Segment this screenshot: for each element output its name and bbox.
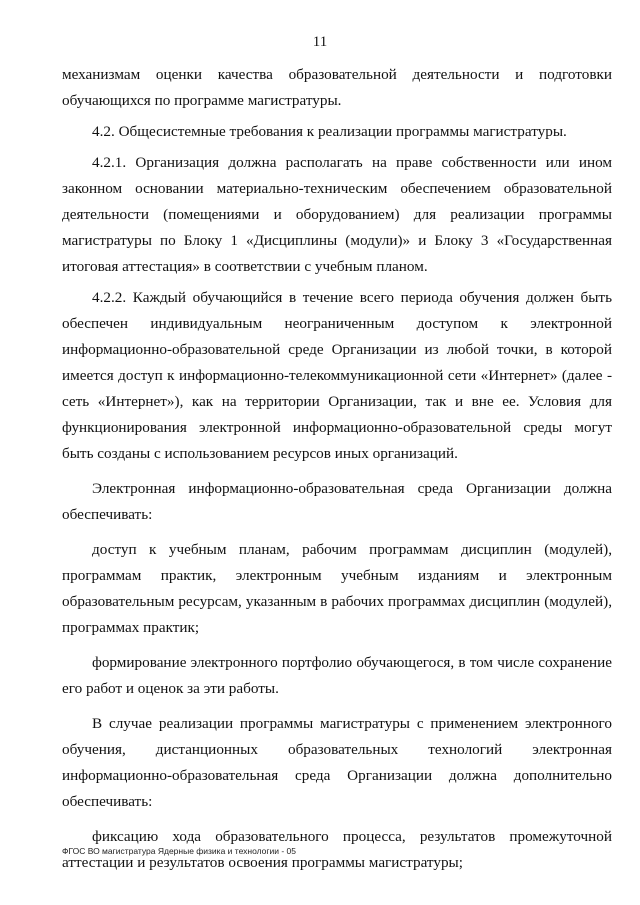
- paragraph-4-2-2: 4.2.2. Каждый обучающийся в течение всего периода обучения должен быть обеспечен индивидуальным неограниченным доступом к электронной информационно-образовательной среде Организации из любой точки, в которой имеется доступ к информационно-телекоммуникационной сети «Интернет» (далее - сеть «Интернет»), как на территории Организации, так и вне ее. Условия для функционирования электронной информационно-образовательной среды могут быть созданы с использованием ресурсов иных организаций.: [62, 289, 612, 462]
- list-item-access: доступ к учебным планам, рабочим программам дисциплин (модулей), программам практик, электронным учебным изданиям и электронным образовательным ресурсам, указанным в рабочих программах дисциплин (модулей), программах практик;: [62, 541, 612, 636]
- paragraph-4-2-1: 4.2.1. Организация должна располагать на праве собственности или ином законном основании материально-техническим обеспечением образовательной деятельности (помещениями и оборудованием) для реализации программы магистратуры по Блоку 1 «Дисциплины (модули)» и Блоку 3 «Государственная итоговая аттестация» в соответствии с учебным планом.: [62, 154, 612, 275]
- section-heading-4-2: 4.2. Общесистемные требования к реализации программы магистратуры.: [92, 123, 567, 140]
- paragraph-continuation: механизмам оценки качества образовательной деятельности и подготовки обучающихся по программе магистратуры.: [62, 66, 612, 109]
- paragraph-environment-intro: Электронная информационно-образовательная среда Организации должна обеспечивать:: [62, 480, 612, 523]
- list-item-portfolio: формирование электронного портфолио обучающегося, в том числе сохранение его работ и оценок за эти работы.: [62, 654, 612, 697]
- document-body: [62, 62, 612, 876]
- page-number: 11: [312, 34, 328, 50]
- list-item-fixation: фиксацию хода образовательного процесса, результатов промежуточной аттестации и результатов освоения программы магистратуры;: [62, 828, 612, 871]
- document-footer: ФГОС ВО магистратура Ядерные физика и технологии - 05: [62, 846, 296, 856]
- paragraph-distance-learning: В случае реализации программы магистратуры с применением электронного обучения, дистанционных образовательных технологий электронная информационно-образовательная среда Организации должна дополнительно обеспечивать:: [62, 715, 612, 810]
